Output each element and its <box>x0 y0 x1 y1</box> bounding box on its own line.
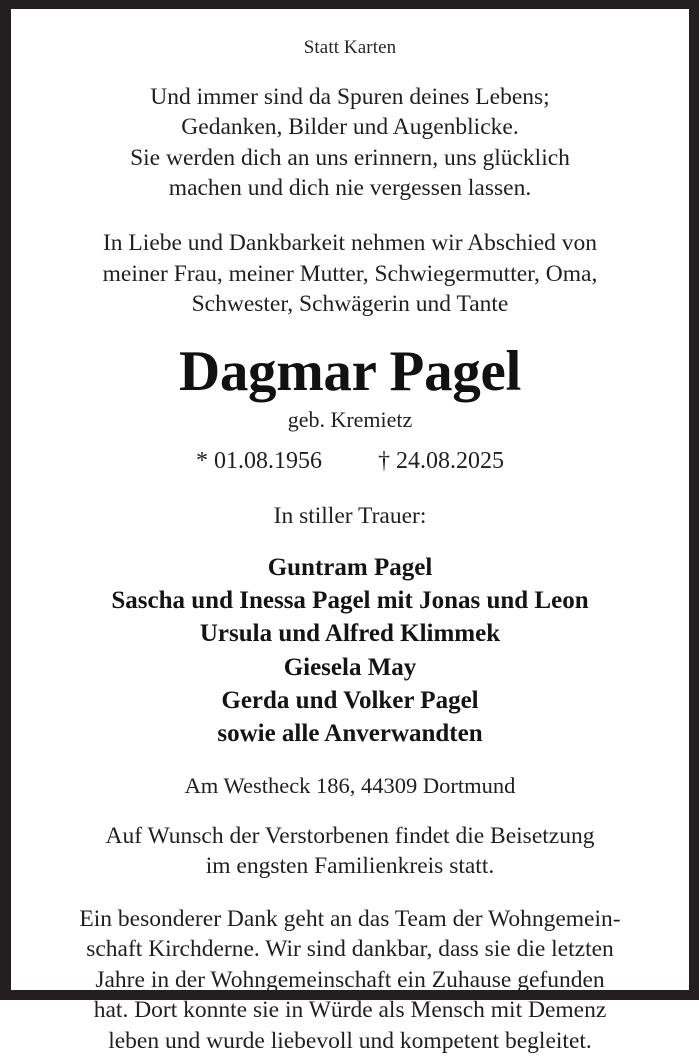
funeral-note-line: Auf Wunsch der Verstorbenen findet die Beisetzung <box>105 822 595 849</box>
list-item: Gerda und Volker Pagel <box>221 686 479 714</box>
death-cross-icon: † <box>378 447 390 474</box>
obituary-notice <box>11 9 689 1054</box>
thanks-line: Ein besonderer Dank geht an das Team der Wohngemein- <box>79 905 621 932</box>
birth-date <box>196 446 322 476</box>
list-item: sowie alle Anverwandten <box>217 720 483 748</box>
funeral-note-line: im engsten Familienkreis statt. <box>205 853 495 880</box>
thanks-line: schaft Kirchderne. Wir sind dankbar, dass sie die letzten <box>86 936 614 963</box>
list-item: Guntram Pagel <box>267 553 433 581</box>
introduction-text <box>41 228 659 320</box>
list-item: Sascha und Inessa Pagel mit Jonas und Leon <box>111 587 589 615</box>
intro-line: In Liebe und Dankbarkeit nehmen wir Abschied von <box>102 229 598 256</box>
deceased-name: Dagmar Pagel <box>178 339 522 403</box>
birth-star-icon: * <box>196 447 208 474</box>
birth-date-value: 01.08.1956 <box>214 447 322 474</box>
thanks-line: Jahre in der Wohngemeinschaft ein Zuhause gefunden <box>95 966 605 993</box>
funeral-note <box>41 821 659 882</box>
verse-line: Sie werden dich an uns erinnern, uns glücklich <box>130 144 570 171</box>
mourners-list <box>41 551 659 751</box>
memorial-verse <box>41 82 659 204</box>
verse-line: Und immer sind da Spuren deines Lebens; <box>150 83 550 110</box>
address-line: Am Westheck 186, 44309 Dortmund <box>184 773 516 799</box>
list-item: Giesela May <box>283 653 417 681</box>
thanks-line: hat. Dort konnte sie in Würde als Mensch mit Demenz <box>93 997 607 1024</box>
death-date <box>378 446 504 476</box>
intro-line: Schwester, Schwägerin und Tante <box>191 291 509 318</box>
mourning-label: In stiller Trauer: <box>273 502 427 529</box>
thanks-paragraph <box>41 904 659 1056</box>
list-item: Ursula und Alfred Klimmek <box>199 620 501 648</box>
life-dates <box>41 446 659 476</box>
statt-karten-line: Statt Karten <box>303 37 397 58</box>
verse-line: machen und dich nie vergessen lassen. <box>168 175 532 202</box>
verse-line: Gedanken, Bilder und Augenblicke. <box>181 114 519 141</box>
thanks-line: leben und wurde liebevoll und kompetent begleitet. <box>108 1027 592 1054</box>
maiden-name: geb. Kremietz <box>287 407 413 433</box>
intro-line: meiner Frau, meiner Mutter, Schwiegermutter, Oma, <box>102 260 598 287</box>
death-date-value: 24.08.2025 <box>396 447 504 474</box>
